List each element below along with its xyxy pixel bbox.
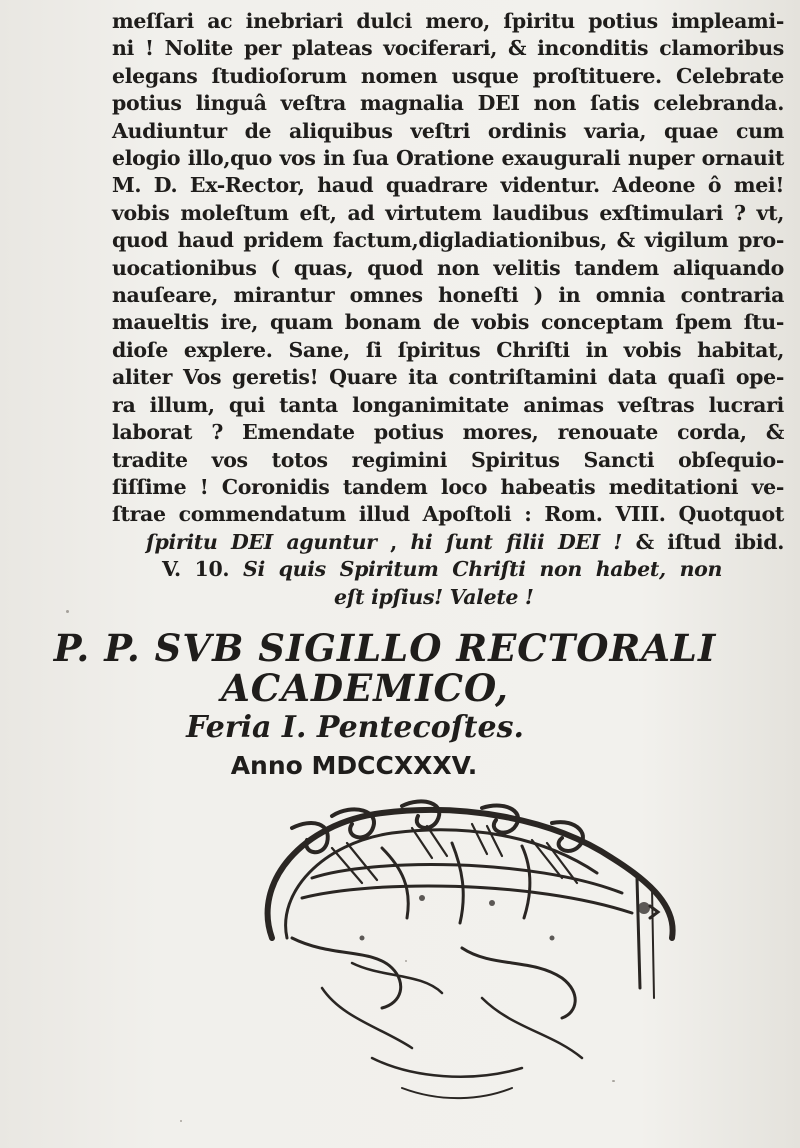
text-line: Audiuntur de aliquibus veſtri ordinis varia, quae cum	[112, 118, 784, 143]
text-line: elogio illo,quo vos in ſua Oratione exaugurali nuper ornauit	[112, 146, 784, 171]
text-line: meſſari ac inebriari dulci mero, ſpiritu potius impleami-	[112, 9, 784, 33]
date-year: Anno MDCCXXXV.	[230, 751, 478, 780]
text-line: vobis moleſtum eſt, ad virtutem laudibus exſtimulari ? vt,	[112, 200, 784, 225]
paper-speck	[180, 1120, 182, 1122]
woodcut-ornament-icon	[232, 788, 692, 1133]
text-line: aliter Vos geretis! Quare ita contriſtamini data quaſi ope-	[112, 365, 784, 390]
text-line: tradite vos totos regimini Spiritus Sancti obſequio-	[112, 447, 784, 472]
verse-reference: V. 10.	[162, 557, 243, 582]
date-feria: Feria I. Pentecoſtes.	[186, 710, 524, 745]
text-line: ſiſſime ! Coronidis tandem loco habeatis meditationi ve-	[112, 474, 784, 499]
quote-reference: & iſtud ibid.	[622, 529, 784, 554]
text-line: nauſeare, mirantur omnes honeſti ) in omnia contraria	[112, 283, 784, 308]
text-line: elegans ſtudioſorum nomen usque proſtituere. Celebrate	[112, 63, 784, 88]
scripture-quote: hi ſunt filii DEI !	[410, 529, 623, 554]
text-line: dioſe explere. Sane, ſi ſpiritus Chriſti in vobis habitat,	[112, 337, 784, 362]
quote-line	[112, 556, 784, 583]
quote-line	[112, 529, 784, 556]
signature-line-1: P. P. SVB SIGILLO RECTORALI	[53, 626, 717, 670]
latin-body-text	[112, 8, 784, 611]
text-line: maueltis ire, quam bonam de vobis conceptam ſpem ſtu-	[112, 310, 784, 335]
scripture-quote: ſpiritu DEI aguntur	[146, 529, 377, 554]
text-line: ſtrae commendatum illud Apoſtoli : Rom. VIII. Quotquot	[112, 502, 784, 527]
scripture-quote: Si quis Spiritum Chriſti non habet, non	[242, 557, 722, 582]
paper-speck	[405, 960, 407, 962]
signature-line-2: ACADEMICO,	[221, 666, 509, 710]
paper-speck	[612, 1080, 615, 1082]
text-line: M. D. Ex-Rector, haud quadrare videntur. Adeone ô mei!	[112, 173, 784, 198]
text-line: quod haud pridem factum,digladiationibus, & vigilum pro-	[112, 228, 784, 253]
text-line: uocationibus ( quas, quod non velitis tandem aliquando	[112, 255, 784, 280]
signature-block	[0, 628, 800, 784]
paper-speck	[66, 610, 69, 613]
quote-separator: ,	[376, 529, 411, 554]
text-line: laborat ? Emendate potius mores, renouate corda, &	[112, 420, 784, 445]
text-line: ni ! Nolite per plateas vociferari, & inconditis clamoribus	[112, 36, 784, 61]
closing-line: eſt ipſius! Valete !	[334, 584, 534, 609]
text-line: ra illum, qui tanta longanimitate animas veſtras lucrari	[112, 392, 784, 417]
text-line: potius linguâ veſtra magnalia DEI non ſatis celebranda.	[112, 91, 784, 116]
